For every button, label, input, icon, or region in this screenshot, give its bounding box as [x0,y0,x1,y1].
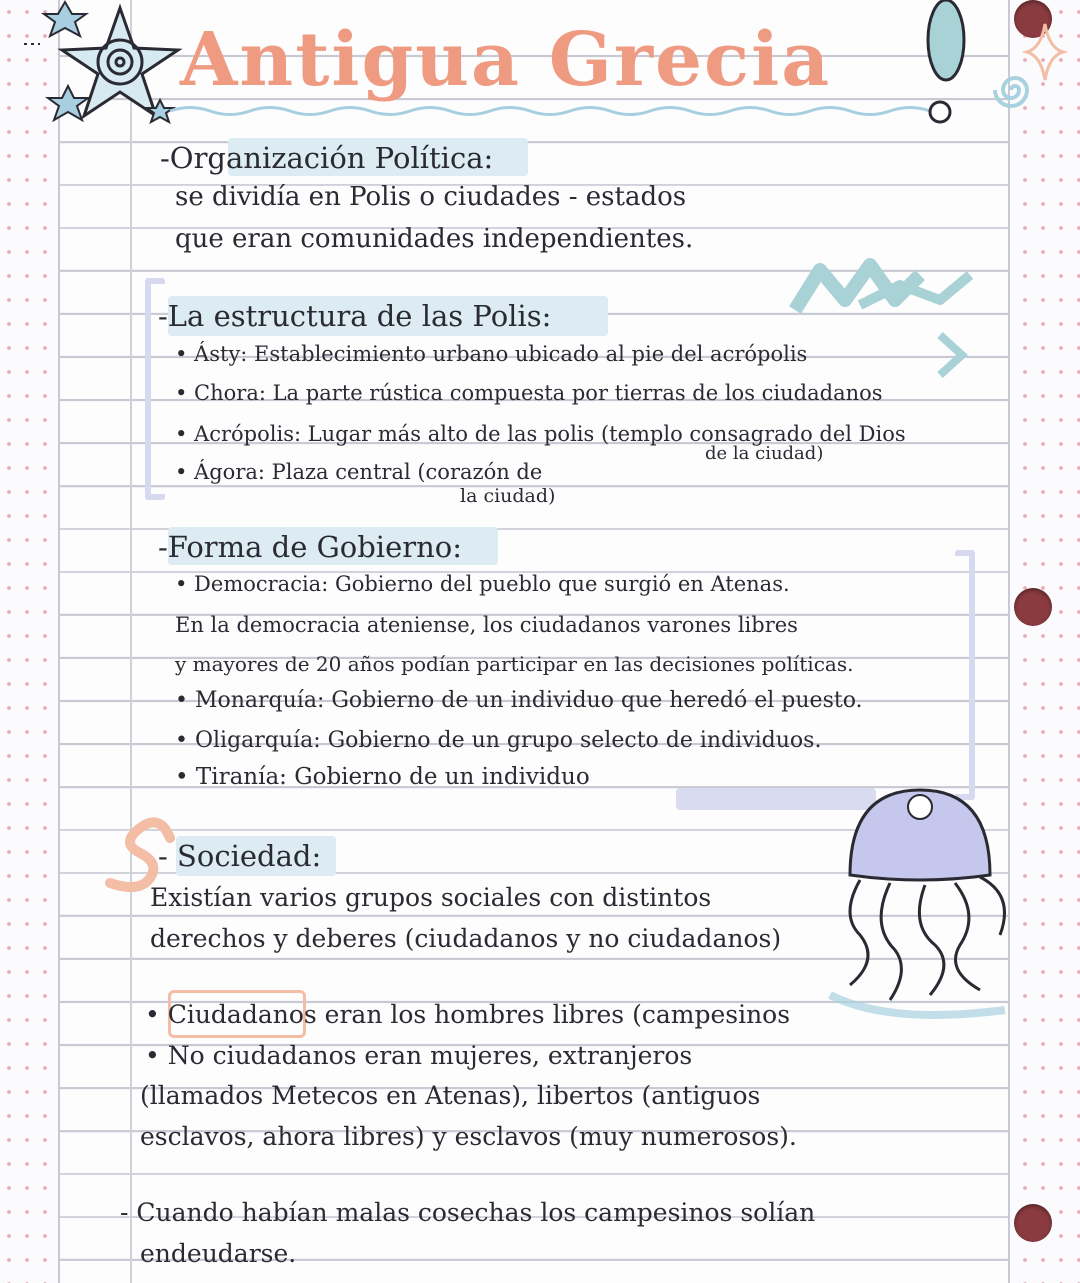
text-line: y mayores de 20 años podían participar en las decisiones políticas. [175,652,854,676]
star-doodle-icon [1025,22,1065,82]
list-item: • Ciudadanos eran los hombres libres (campesinos [145,1000,791,1029]
dotted-margin-left [0,0,58,1283]
list-item: • Ásty: Establecimiento urbano ubicado al pie del acrópolis [175,342,808,366]
list-item: la ciudad) [460,485,556,507]
dotted-margin-right [1010,0,1080,1283]
text-line: En la democracia ateniense, los ciudadanos varones libres [175,613,798,637]
wave-doodle-icon [790,255,980,385]
text-line: derechos y deberes (ciudadanos y no ciudadanos) [150,924,782,953]
list-item: • No ciudadanos eran mujeres, extranjeros [145,1041,693,1070]
exclamation-doodle-icon [920,0,970,130]
page-title: Antigua Grecia [180,17,832,103]
jellyfish-doodle-icon [830,785,1010,1015]
section-heading: -Forma de Gobierno: [158,530,463,564]
list-item: • Monarquía: Gobierno de un individuo que heredó el puesto. [175,688,863,713]
wave-doodle-icon [170,104,930,118]
list-item: • Ágora: Plaza central (corazón de [175,460,543,484]
margin-line [130,0,132,1283]
list-item: de la ciudad) [705,443,824,464]
section-heading: -La estructura de las Polis: [158,299,552,333]
text-line: Existían varios grupos sociales con distintos [150,883,712,912]
list-item: • Chora: La parte rústica compuesta por tierras de los ciudadanos [175,381,883,405]
list-item: • Oligarquía: Gobierno de un grupo selecto de individuos. [175,728,822,753]
text-line: - Cuando habían malas cosechas los campesinos solían [120,1198,816,1227]
bracket-decoration [955,550,975,800]
section-heading: - Sociedad: [158,839,322,873]
section-heading: -Organización Política: [160,141,494,175]
text-line: que eran comunidades independientes. [175,224,694,254]
text-line: • Democracia: Gobierno del pueblo que surgió en Atenas. [175,572,790,596]
text-line: esclavos, ahora libres) y esclavos (muy numerosos). [140,1122,797,1151]
star-doodle-icon [10,0,200,140]
text-line: (llamados Metecos en Atenas), libertos (antiguos [140,1081,761,1110]
binder-hole [1014,1204,1052,1242]
text-line: endeudarse. [140,1239,297,1268]
binder-hole [1014,588,1052,626]
list-item: • Acrópolis: Lugar más alto de las polis (templo consagrado del Dios [175,422,906,446]
text-line: se dividía en Polis o ciudades - estados [175,182,687,212]
list-item: • Tiranía: Gobierno de un individuo [175,764,590,790]
